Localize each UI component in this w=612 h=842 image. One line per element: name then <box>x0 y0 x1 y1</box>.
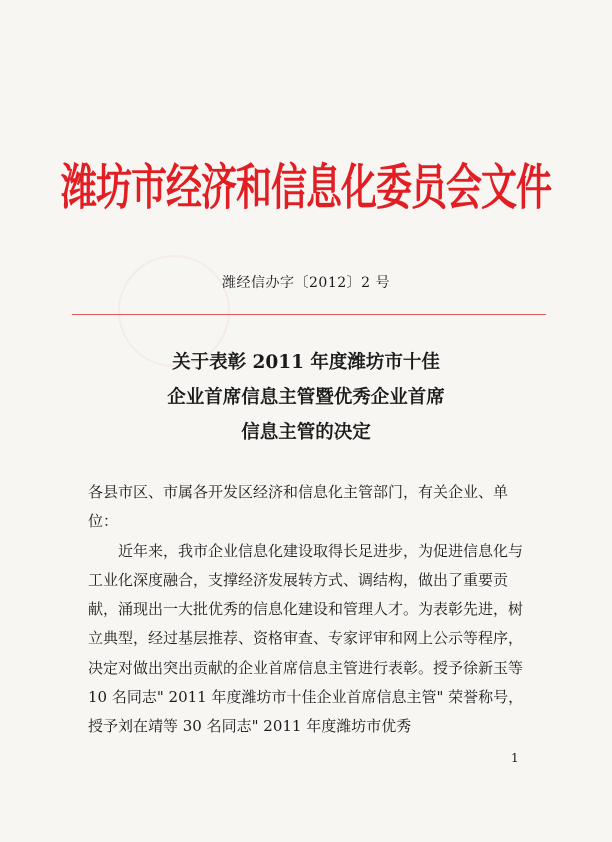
red-separator-line <box>72 314 546 315</box>
body-paragraph: 近年来，我市企业信息化建设取得长足进步，为促进信息化与工业化深度融合，支撑经济发展转方式、调结构，做出了重要贡献，涌现出一大批优秀的信息化建设和管理人才。为表彰先进，树立典型，经过基层推荐、资格审查、专家评审和网上公示等程序，决定对做出突出贡献的企业首席信息主管进行表彰。授予徐新玉等 10 名同志" 2011 年度潍坊市十佳企业首席信息主管" 荣誉称号，授予刘在靖等 30 名同志" 2011 年度潍坊市优秀 <box>88 541 524 736</box>
decision-title-line-1: 关于表彰 2011 年度潍坊市十佳 <box>172 352 440 373</box>
issuer-header-title: 潍坊市经济和信息化委员会文件 <box>60 159 551 217</box>
decision-title-line-3: 信息主管的决定 <box>241 422 371 443</box>
document-body <box>88 478 532 742</box>
recipients-line: 各县市区、市属各开发区经济和信息化主管部门，有关企业、单位： <box>88 483 509 531</box>
decision-title <box>0 345 612 450</box>
decision-title-line-2: 企业首席信息主管暨优秀企业首席 <box>167 387 445 408</box>
page-number: 1 <box>511 751 519 765</box>
document-number: 潍经信办字〔2012〕2 号 <box>222 275 390 291</box>
